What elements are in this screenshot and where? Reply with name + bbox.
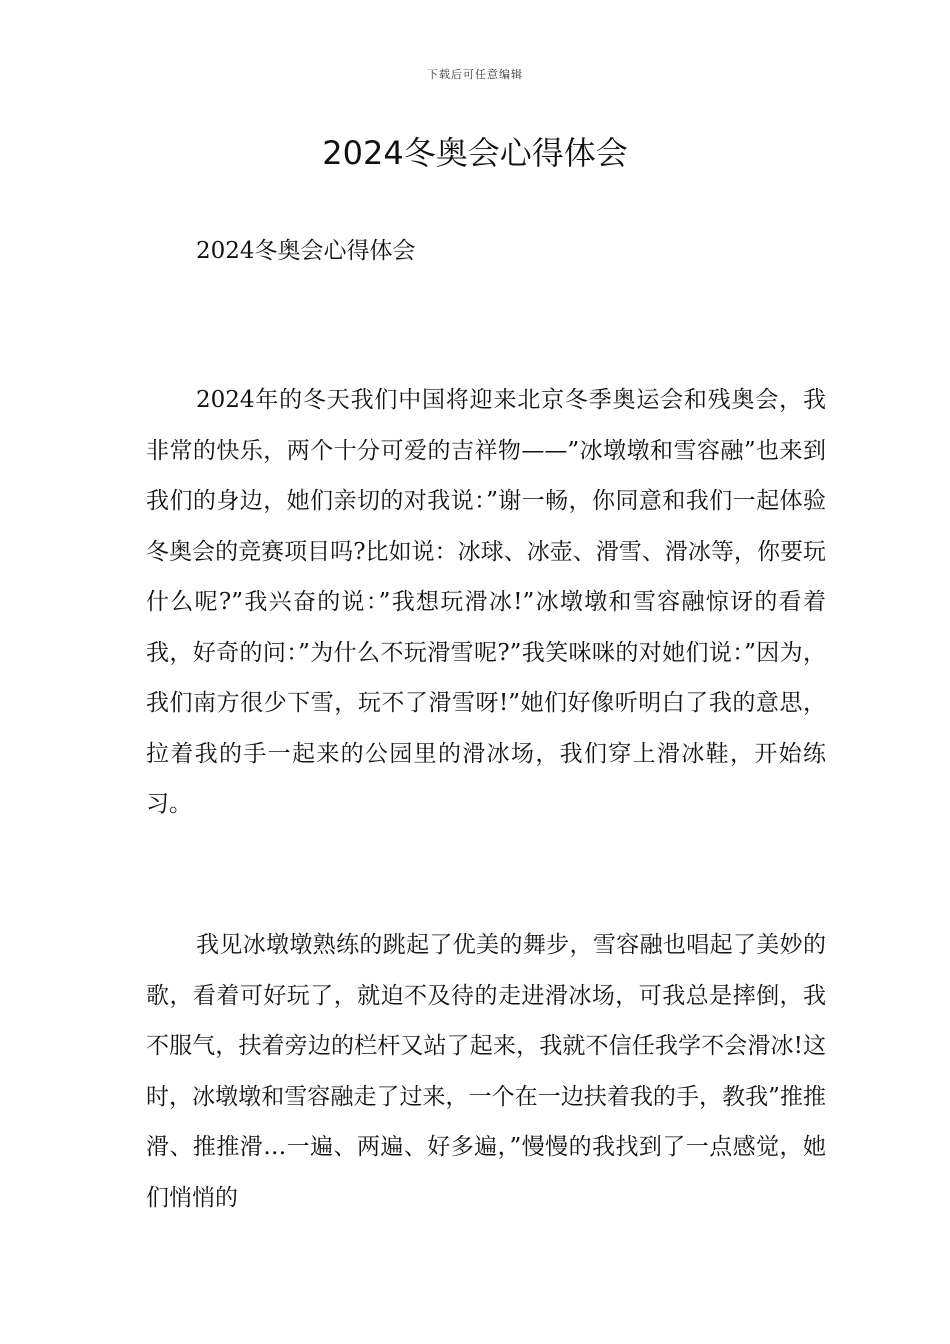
paragraph-1: 2024年的冬天我们中国将迎来北京冬季奥运会和残奥会，我非常的快乐，两个十分可爱的吉祥物——”冰墩墩和雪容融”也来到我们的身边，她们亲切的对我说：”谢一畅，你同意和我们一起体验冬奥会的竞赛项目吗?比如说：冰球、冰壶、滑雪、滑冰等，你要玩什么呢?”我兴奋的说：”我想玩滑冰!”冰墩墩和雪容融惊讶的看着我，好奇的问：”为什么不玩滑雪呢?”我笑咪咪的对她们说：”因为，我们南方很少下雪，玩不了滑雪呀!”她们好像听明白了我的意思，拉着我的手一起来的公园里的滑冰场，我们穿上滑冰鞋，开始练习。 — [146, 387, 826, 817]
paragraph-2: 我见冰墩墩熟练的跳起了优美的舞步，雪容融也唱起了美妙的歌，看着可好玩了，就迫不及待的走进滑冰场，可我总是摔倒，我不服气，扶着旁边的栏杆又站了起来，我就不信任我学不会滑冰!这时，冰墩墩和雪容融走了过来，一个在一边扶着我的手，教我”推推滑、推推滑…一遍、两遍、好多遍，”慢慢的我找到了一点感觉，她们悄悄的 — [146, 932, 826, 1211]
document-title: 2024冬奥会心得体会 — [322, 134, 628, 172]
header-note: 下载后可任意编辑 — [427, 68, 523, 81]
document-subtitle: 2024冬奥会心得体会 — [196, 238, 416, 264]
